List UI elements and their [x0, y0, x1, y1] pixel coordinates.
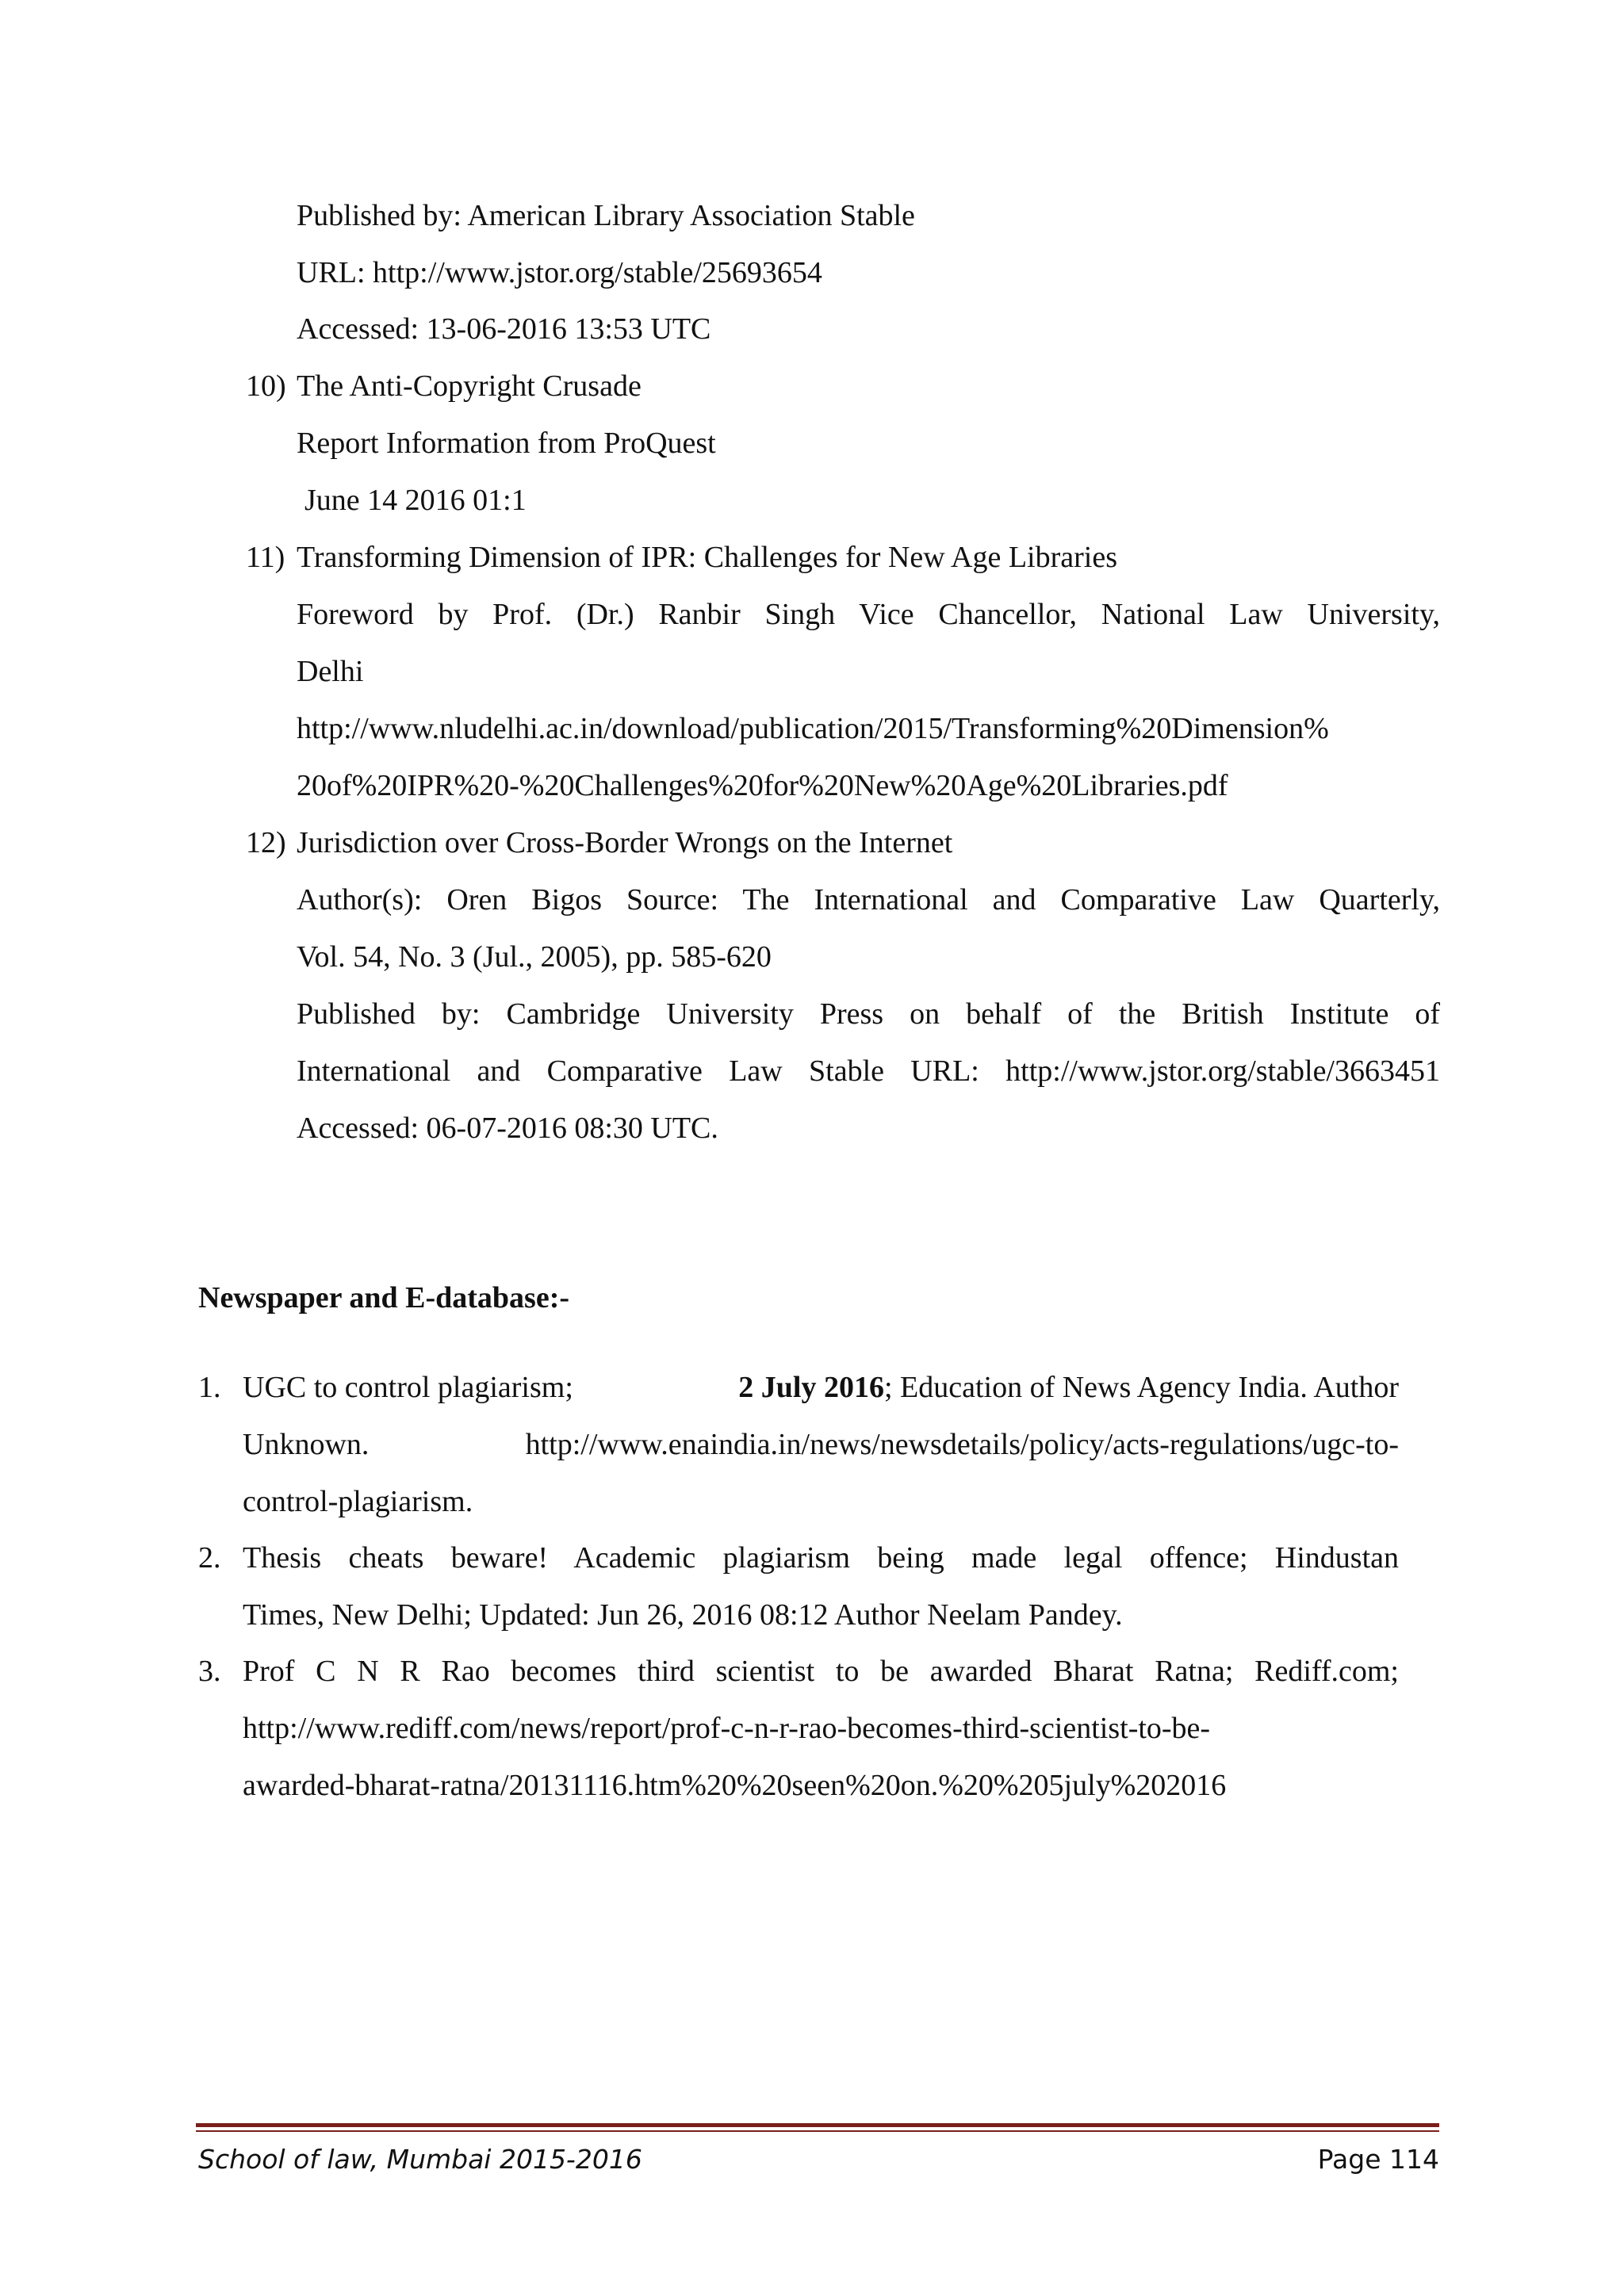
news-item-1-url: http://www.enaindia.in/news/newsdetails/policy/acts-regulations/ugc-to-: [525, 1428, 1399, 1461]
ref12-volume-line: Vol. 54, No. 3 (Jul., 2005), pp. 585-620: [297, 940, 772, 974]
ref11-url-line-2: 20of%20IPR%20-%20Challenges%20for%20New%20Age%20Libraries.pdf: [297, 769, 1228, 802]
news-item-2-number: 2.: [198, 1541, 221, 1575]
ref12-author-line: Author(s): Oren Bigos Source: The International and Comparative Law Quarterly,: [297, 883, 1440, 916]
news-item-1-text-a: UGC to control plagiarism;: [243, 1371, 573, 1404]
footer-rule-thick: [196, 2123, 1439, 2127]
ref12-accessed-line: Accessed: 06-07-2016 08:30 UTC.: [297, 1112, 718, 1145]
ref12-number: 12): [246, 826, 286, 859]
ref11-url-line-1: http://www.nludelhi.ac.in/download/publication/2015/Transforming%20Dimension%: [297, 712, 1329, 745]
ref12-published-line: Published by: Cambridge University Press on behalf of the British Institute of: [297, 997, 1440, 1031]
news-item-1-line-2: [243, 1429, 1399, 1460]
ref12-stable-url-line: International and Comparative Law Stable URL: http://www.jstor.org/stable/3663451: [297, 1054, 1440, 1088]
ref11-title: Transforming Dimension of IPR: Challenges for New Age Libraries: [297, 541, 1117, 574]
news-item-1-number: 1.: [198, 1371, 221, 1404]
ref9-accessed-line: Accessed: 13-06-2016 13:53 UTC: [297, 312, 711, 346]
news-item-3-line-3: awarded-bharat-ratna/20131116.htm%20%20seen%20on.%20%205july%202016: [243, 1769, 1227, 1802]
news-item-1-line-1: [243, 1372, 1399, 1402]
ref10-report-line: Report Information from ProQuest: [297, 427, 716, 460]
ref11-delhi-line: Delhi: [297, 655, 364, 688]
footer-page-number: Page 114: [1317, 2144, 1439, 2175]
news-item-1-date: 2 July 2016; Education of News Agency India. Author: [738, 1371, 1399, 1404]
ref11-number: 11): [246, 541, 285, 574]
news-item-2-line-1: Thesis cheats beware! Academic plagiarism being made legal offence; Hindustan: [243, 1541, 1399, 1575]
section-heading: Newspaper and E-database:-: [198, 1281, 570, 1314]
news-item-3-line-1: Prof C N R Rao becomes third scientist to be awarded Bharat Ratna; Rediff.com;: [243, 1655, 1399, 1688]
footer-school: School of law, Mumbai 2015-2016: [198, 2144, 642, 2175]
ref9-url-line: URL: http://www.jstor.org/stable/25693654: [297, 256, 822, 289]
ref12-title: Jurisdiction over Cross-Border Wrongs on the Internet: [297, 826, 953, 859]
news-item-3-line-2: http://www.rediff.com/news/report/prof-c-n-r-rao-becomes-third-scientist-to-be-: [243, 1712, 1211, 1745]
news-item-1-author: Unknown.: [243, 1428, 370, 1461]
news-item-3-number: 3.: [198, 1655, 221, 1688]
news-item-2-line-2: Times, New Delhi; Updated: Jun 26, 2016 08:12 Author Neelam Pandey.: [243, 1598, 1123, 1632]
ref11-foreword-line: Foreword by Prof. (Dr.) Ranbir Singh Vice Chancellor, National Law University,: [297, 598, 1440, 631]
ref9-published-line: Published by: American Library Association Stable: [297, 199, 915, 232]
news-item-1-line-3: control-plagiarism.: [243, 1485, 473, 1518]
footer-rule-thin: [196, 2130, 1439, 2132]
ref10-title: The Anti-Copyright Crusade: [297, 369, 642, 403]
ref10-number: 10): [246, 369, 286, 403]
ref10-date-line: June 14 2016 01:1: [304, 484, 527, 517]
